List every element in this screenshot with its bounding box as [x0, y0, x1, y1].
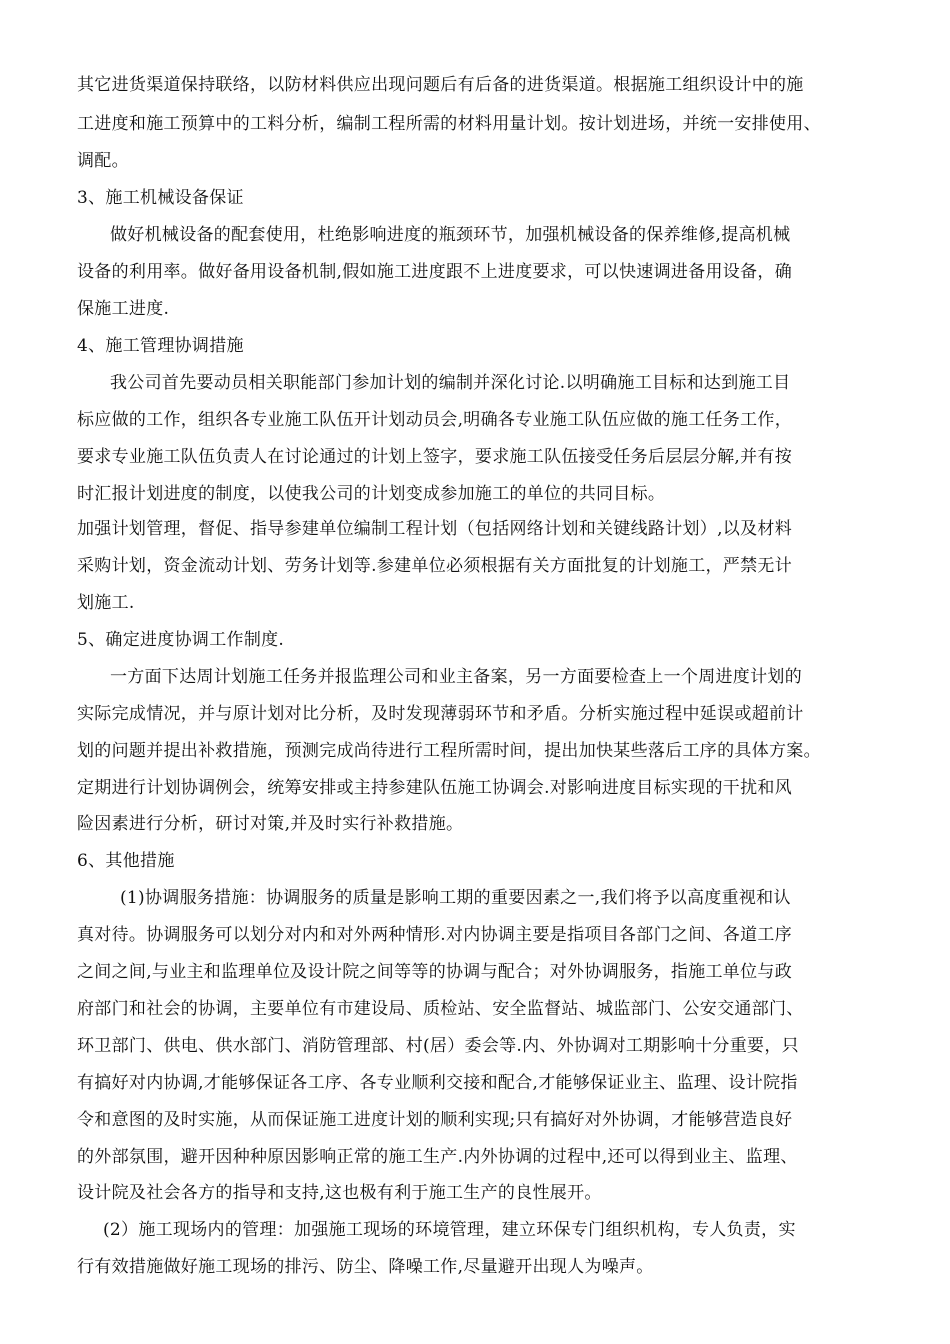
text-line: 设备的利用率。做好备用设备机制,假如施工进度跟不上进度要求，可以快速调进备用设备，确 — [77, 262, 793, 282]
text-line: 加强计划管理，督促、指导参建单位编制工程计划（包括网络计划和关键线路计划）,以及材料 — [77, 519, 793, 539]
text-line: 险因素进行分析，研讨对策,并及时实行补救措施。 — [77, 814, 464, 834]
text-line: 做好机械设备的配套使用，杜绝影响进度的瓶颈环节，加强机械设备的保养维修,提高机械 — [110, 225, 791, 245]
text-line: 要求专业施工队伍负责人在讨论通过的计划上签字，要求施工队伍接受任务后层层分解,并有按 — [77, 447, 793, 467]
text-line: 时汇报计划进度的制度，以使我公司的计划变成参加施工的单位的共同目标。 — [77, 484, 666, 504]
text-line: (2）施工现场内的管理：加强施工现场的环境管理，建立环保专门组织机构，专人负责，实 — [103, 1220, 796, 1240]
section-heading: 6、其他措施 — [77, 851, 175, 871]
text-line: 之间之间,与业主和监理单位及设计院之间等等的协调与配合；对外协调服务，指施工单位与政 — [77, 962, 793, 982]
text-line: 定期进行计划协调例会，统筹安排或主持参建队伍施工协调会.对影响进度目标实现的干扰和风 — [77, 778, 793, 798]
text-line: 真对待。协调服务可以划分对内和对外两种情形.对内协调主要是指项目各部门之间、各道工序 — [77, 925, 793, 945]
text-line: 行有效措施做好施工现场的排污、防尘、降噪工作,尽量避开出现人为噪声。 — [77, 1257, 654, 1277]
section-heading: 3、施工机械设备保证 — [77, 188, 244, 208]
text-line: 我公司首先要动员相关职能部门参加计划的编制并深化讨论.以明确施工目标和达到施工目 — [110, 373, 791, 393]
text-line: 令和意图的及时实施，从而保证施工进度计划的顺利实现;只有搞好对外协调，才能够营造良好 — [77, 1110, 793, 1130]
text-line: 调配。 — [77, 151, 129, 171]
section-heading: 4、施工管理协调措施 — [77, 336, 244, 356]
text-line: 划施工. — [77, 593, 135, 613]
section-heading: 5、确定进度协调工作制度. — [77, 630, 285, 650]
text-line: 府部门和社会的协调，主要单位有市建设局、质检站、安全监督站、城监部门、公安交通部门、 — [77, 999, 804, 1019]
text-line: 一方面下达周计划施工任务并报监理公司和业主备案，另一方面要检查上一个周进度计划的 — [110, 667, 802, 687]
text-line: 采购计划，资金流动计划、劳务计划等.参建单位必须根据有关方面批复的计划施工，严禁无计 — [77, 556, 793, 576]
text-line: 工进度和施工预算中的工料分析，编制工程所需的材料用量计划。按计划进场，并统一安排使用、 — [77, 114, 821, 134]
text-line: 环卫部门、供电、供水部门、消防管理部、村(居）委会等.内、外协调对工期影响十分重要，只 — [77, 1036, 799, 1056]
text-line: (1)协调服务措施：协调服务的质量是影响工期的重要因素之一,我们将予以高度重视和认 — [120, 888, 791, 908]
text-line: 划的问题并提出补救措施，预测完成尚待进行工程所需时间，提出加快某些落后工序的具体方案。 — [77, 741, 821, 761]
text-line: 标应做的工作，组织各专业施工队伍开计划动员会,明确各专业施工队伍应做的施工任务工作， — [77, 410, 793, 430]
text-line: 设计院及社会各方的指导和支持,这也极有利于施工生产的良性展开。 — [77, 1183, 602, 1203]
text-line: 保施工进度. — [77, 299, 170, 319]
text-line: 有搞好对内协调,才能够保证各工序、各专业顺利交接和配合,才能够保证业主、监理、设计院指 — [77, 1073, 798, 1093]
text-line: 其它进货渠道保持联络，以防材料供应出现问题后有后备的进货渠道。根据施工组织设计中的施 — [77, 75, 804, 95]
text-line: 的外部氛围，避开因种种原因影响正常的施工生产.内外协调的过程中,还可以得到业主、监理、 — [77, 1147, 798, 1167]
text-line: 实际完成情况，并与原计划对比分析，及时发现薄弱环节和矛盾。分析实施过程中延误或超前计 — [77, 704, 804, 724]
